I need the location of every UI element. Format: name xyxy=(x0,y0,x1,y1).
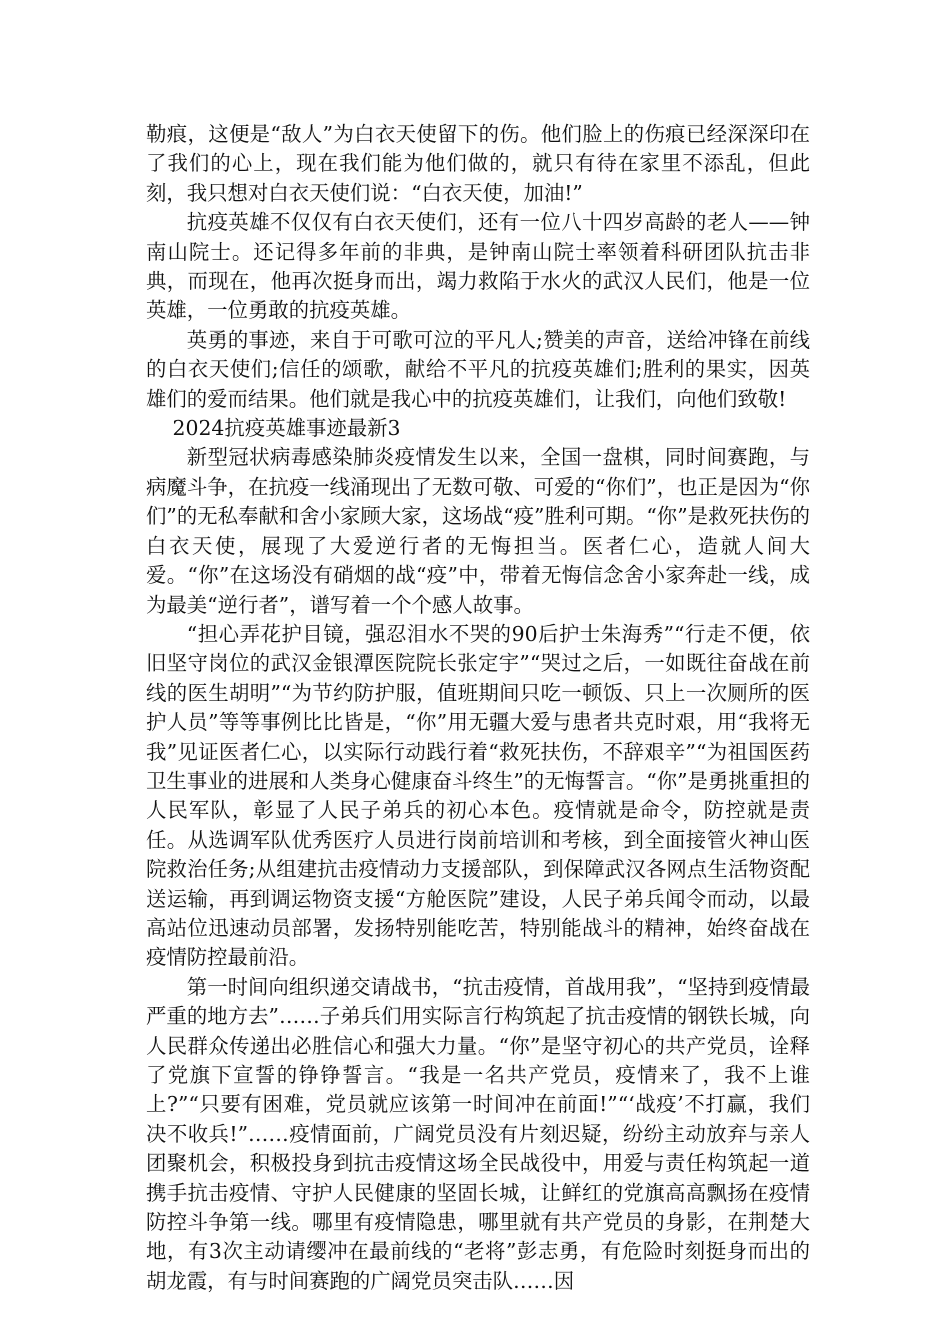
section-heading: 2024抗疫英雄事迹最新3 xyxy=(172,416,401,441)
paragraph-continuation: 勒痕，这便是“敌人”为白衣天使留下的伤。他们脸上的伤痕已经深深印在了我们的心上，现在我们能为他们做的，就只有待在家里不添乱，但此刻，我只想对白衣天使们说：“白衣天使，加油!” xyxy=(146,122,810,205)
paragraph-party-members: 第一时间向组织递交请战书，“抗击疫情，首战用我”，“坚持到疫情最严重的地方去”……子弟兵们用实际言行构筑起了抗击疫情的钢铁长城，向人民群众传递出必胜信心和强大力量。“你”是坚守初心的共产党员，诠释了党旗下宣誓的铮铮誓言。“我是一名共产党员，疫情来了，我不上谁上?”“只要有困难，党员就应该第一时间冲在前面!”“‘战疫’不打赢，我们决不收兵!”……疫情面前，广阔党员没有片刻迟疑，纷纷主动放弃与亲人团聚机会，积极投身到抗击疫情这场全民战役中，用爱与责任构筑起一道携手抗击疫情、守护人民健康的坚固长城，让鲜红的党旗高高飘扬在疫情防控斗争第一线。哪里有疫情隐患，哪里就有共产党员的身影，在荆楚大地，有3次主动请缨冲在最前线的“老将”彭志勇，有危险时刻挺身而出的胡龙霞，有与时间赛跑的广阔党员突击队……因 xyxy=(146,974,810,1293)
paragraph-tribute: 英勇的事迹，来自于可歌可泣的平凡人;赞美的声音，送给冲锋在前线的白衣天使们;信任的颂歌，献给不平凡的抗疫英雄们;胜利的果实，因英雄们的爱而结果。他们就是我心中的抗疫英雄们，让我们，向他们致敬! xyxy=(146,327,810,411)
paragraph-frontline: 新型冠状病毒感染肺炎疫情发生以来，全国一盘棋，同时间赛跑，与病魔斗争，在抗疫一线涌现出了无数可敬、可爱的“你们”，也正是因为“你们”的无私奉献和舍小家顾大家，这场战“疫”胜利可期。“你”是救死扶伤的白衣天使，展现了大爱逆行者的无悔担当。医者仁心，造就人间大爱。“你”在这场没有硝烟的战“疫”中，带着无悔信念舍小家奔赴一线，成为最美“逆行者”，谱写着一个个感人故事。 xyxy=(146,445,810,617)
paragraph-zhong-nanshan: 抗疫英雄不仅仅有白衣天使们，还有一位八十四岁高龄的老人——钟南山院士。还记得多年前的非典，是钟南山院士率领着科研团队抗击非典，而现在，他再次挺身而出，竭力救陷于水火的武汉人民们，他是一位英雄，一位勇敢的抗疫英雄。 xyxy=(146,210,810,323)
document-body xyxy=(146,120,810,1296)
paragraph-medical-staff: “担心弄花护目镜，强忍泪水不哭的90后护士朱海秀”“行走不便，依旧坚守岗位的武汉金银潭医院院长张定宇”“哭过之后，一如既往奋战在前线的医生胡明”“为节约防护服，值班期间只吃一顿饭、只上一次厕所的医护人员”等等事例比比皆是，“你”用无疆大爱与患者共克时艰，用“我将无我”见证医者仁心，以实际行动践行着“救死扶伤，不辞艰辛”“为祖国医药卫生事业的进展和人类身心健康奋斗终生”的无悔誓言。“你”是勇挑重担的人民军队，彰显了人民子弟兵的初心本色。疫情就是命令，防控就是责任。从选调军队优秀医疗人员进行岗前培训和考核，到全面接管火神山医院救治任务;从组建抗击疫情动力支援部队，到保障武汉各网点生活物资配送运输，再到调运物资支援“方舱医院”建设，人民子弟兵闻令而动，以最高站位迅速动员部署，发扬特别能吃苦，特别能战斗的精神，始终奋战在疫情防控最前沿。 xyxy=(146,621,810,970)
